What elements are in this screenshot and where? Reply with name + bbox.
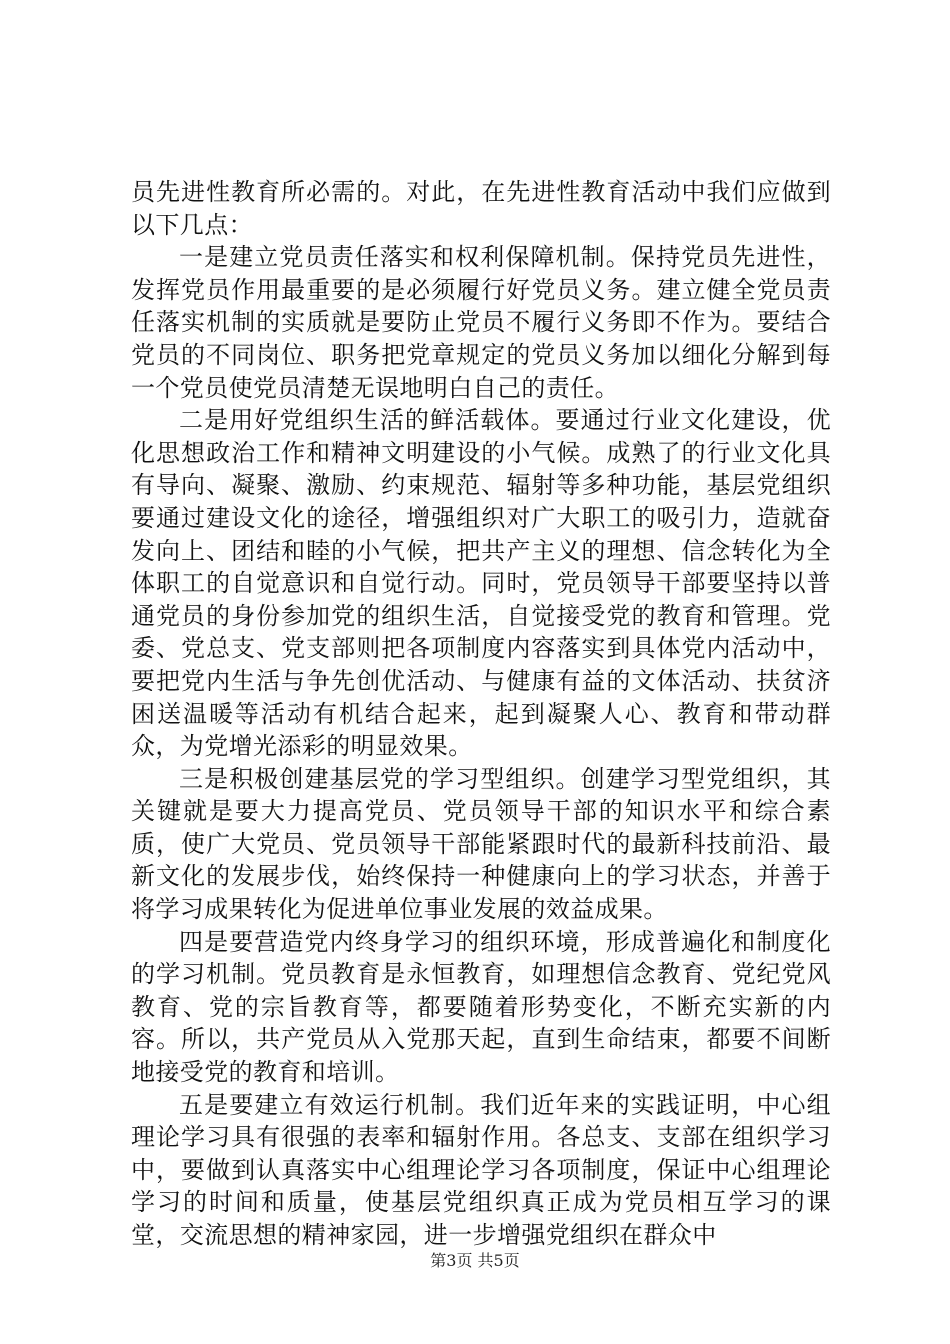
page-footer: 第3页 共5页 [430, 1251, 520, 1270]
paragraph-4: 三是积极创建基层党的学习型组织。创建学习型党组织，其关键就是要大力提高党员、党员领导干部的知识水平和综合素质，使广大党员、党员领导干部能紧跟时代的最新科技前沿、最新文化的发展步伐，始终保持一种健康向上的学习状态，并善于将学习成果转化为促进单位事业发展的效益成果。 [131, 764, 831, 924]
paragraph-3: 二是用好党组织生活的鲜活载体。要通过行业文化建设，优化思想政治工作和精神文明建设的小气候。成熟了的行业文化具有导向、凝聚、激励、约束规范、辐射等多种功能，基层党组织要通过建设文化的途径，增强组织对广大职工的吸引力，造就奋发向上、团结和睦的小气候，把共产主义的理想、信念转化为全体职工的自觉意识和自觉行动。同时，党员领导干部要坚持以普通党员的身份参加党的组织生活，自觉接受党的教育和管理。党委、党总支、党支部则把各项制度内容落实到具体党内活动中，要把党内生活与争先创优活动、与健康有益的文体活动、扶贫济困送温暖等活动有机结合起来，起到凝聚人心、教育和带动群众，为党增光添彩的明显效果。 [131, 406, 831, 761]
paragraph-5: 四是要营造党内终身学习的组织环境，形成普遍化和制度化的学习机制。党员教育是永恒教育，如理想信念教育、党纪党风教育、党的宗旨教育等，都要随着形势变化，不断充实新的内容。所以，共产党员从入党那天起，直到生命结束，都要不间断地接受党的教育和培训。 [131, 927, 831, 1087]
document-body [131, 176, 831, 1252]
paragraph-6: 五是要建立有效运行机制。我们近年来的实践证明，中心组理论学习具有很强的表率和辐射作用。各总支、支部在组织学习中，要做到认真落实中心组理论学习各项制度，保证中心组理论学习的时间和质量，使基层党组织真正成为党员相互学习的课堂，交流思想的精神家园，进一步增强党组织在群众中 [131, 1090, 831, 1249]
paragraph-2: 一是建立党员责任落实和权利保障机制。保持党员先进性，发挥党员作用最重要的是必须履行好党员义务。建立健全党员责任落实机制的实质就是要防止党员不履行义务即不作为。要结合党员的不同岗位、职务把党章规定的党员义务加以细化分解到每一个党员使党员清楚无误地明白自己的责任。 [131, 243, 831, 402]
paragraph-1: 员先进性教育所必需的。对此，在先进性教育活动中我们应做到以下几点： [131, 178, 831, 239]
